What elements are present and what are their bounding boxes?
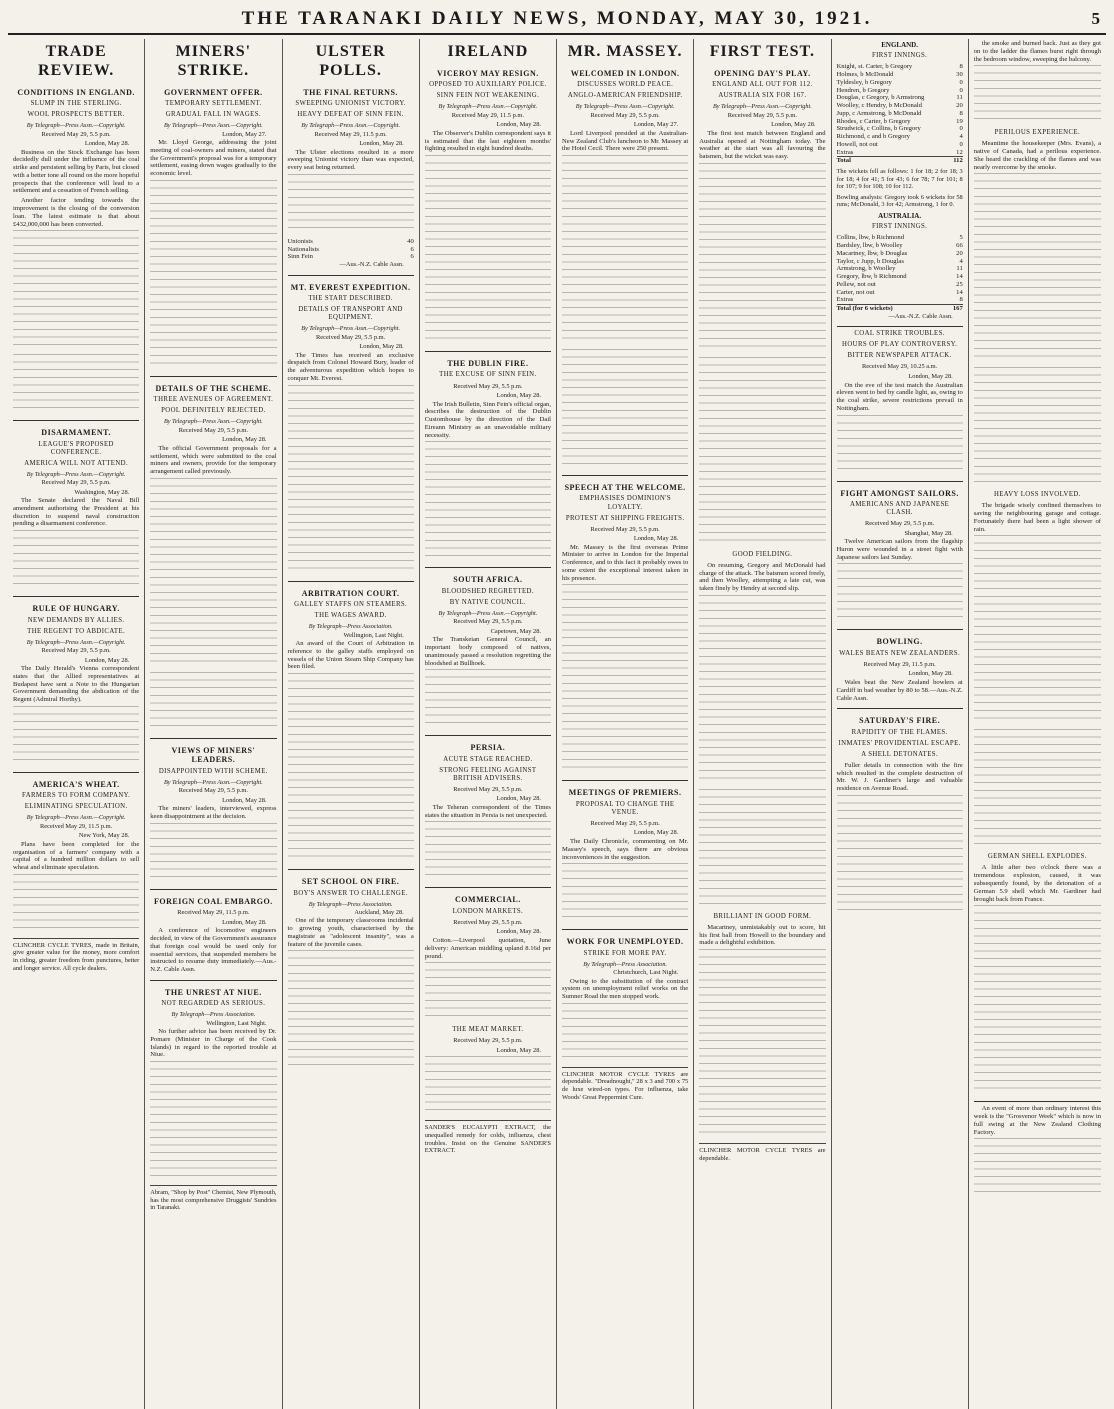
- byline: By Telegraph—Press Assn.—Copyright.: [163, 778, 263, 786]
- text-block: [425, 1056, 551, 1116]
- dateline: Capetown, May 28.: [490, 627, 541, 635]
- dateline: Christchurch, Last Night.: [613, 969, 679, 977]
- text-block: [562, 1003, 688, 1063]
- received-line: Received May 29, 5.5 p.m.: [453, 618, 523, 626]
- byline: By Telegraph—Press Association.: [583, 960, 668, 968]
- advertisement: SANDER'S EUCALYPTI EXTRACT, the unequalled remedy for colds, influenza, chest troubles. Insist on the Genuine SANDER'S EXTRACT.: [425, 1120, 551, 1154]
- text-block: [837, 563, 963, 623]
- subhead: GOVERNMENT OFFER.: [164, 87, 263, 97]
- dateline: London, May 27.: [222, 130, 267, 138]
- dateline: London, May 28.: [222, 918, 267, 926]
- headline-set-school-on-fire: SET SCHOOL ON FIRE.: [301, 877, 400, 887]
- subhead: LEAGUE'S PROPOSED CONFERENCE.: [38, 440, 114, 456]
- text-block: [288, 385, 414, 575]
- dateline: New York, May 28.: [78, 832, 130, 840]
- subhead: THREE AVENUES OF AGREEMENT.: [153, 396, 274, 404]
- text-block: [974, 729, 1101, 849]
- subhead: BOY'S ANSWER TO CHALLENGE.: [293, 889, 408, 897]
- subhead: OPENING DAY'S PLAY.: [714, 68, 811, 78]
- article-paragraph: One of the temporary classrooms incidental to growing youth, characterised by the magistrate as "adolescent insanity", was a feature of the juvenile cases.: [287, 917, 414, 948]
- article-paragraph: The Ulster elections resulted in a more sweeping Unionist victory than was expected, every seat being returned.: [287, 148, 414, 172]
- dateline: London, May 28.: [222, 436, 267, 444]
- text-block: [13, 706, 139, 766]
- table-row: Nationalists 6: [287, 245, 414, 253]
- bowling-note: Bowling analysis: Gregory took 6 wickets for 58 runs; McDonald, 3 for 42; Armstrong, 1 for 0.: [836, 193, 963, 209]
- headline-rule-of-hungary: RULE OF HUNGARY.: [32, 604, 120, 614]
- received-line: Received May 29, 5.5 p.m.: [590, 525, 660, 533]
- advertisement: CLINCHER CYCLE TYRES, made in Britain, give greater value for the money, more comfort in riding, greater freedom from punctures, better and longer service. All cycle dealers.: [13, 938, 139, 972]
- article-paragraph: Another factor tending towards the improvement is the closing of the conversion loan. The latest estimate is that about £432,000,000 has been converted.: [13, 197, 140, 228]
- received-line: Received May 29, 11.5 p.m.: [451, 111, 524, 119]
- text-block: [974, 905, 1101, 1095]
- article-paragraph: A conference of locomotive engineers decided, in view of the Government's assurance that foreign coal would be used only for essential services, that suspended members be instructed to resume duty immediately.—Aus.-N.Z. Cable Assn.: [150, 927, 277, 974]
- received-line: Received May 29, 5.5 p.m.: [453, 918, 523, 926]
- dateline: London, May 28.: [771, 121, 816, 129]
- headline-unrest-at-niue: THE UNREST AT NIUE.: [165, 987, 262, 997]
- article-paragraph: Cotton.—Liverpool quotation, June delivery: American middling upland 8.16d per pound.: [424, 937, 551, 960]
- text-block: [974, 535, 1101, 725]
- table-row: Strudwick, c Collins, b Gregory 0: [836, 125, 963, 133]
- headline-details-of-scheme: DETAILS OF THE SCHEME.: [155, 383, 272, 393]
- table-row: Gregory, lbw, b Richmond 14: [836, 273, 963, 281]
- received-line: Received May 29, 5.5 p.m.: [41, 647, 111, 655]
- subhead: ANGLO-AMERICAN FRIENDSHIP.: [567, 92, 683, 100]
- received-line: Received May 29, 11.5 p.m.: [177, 909, 250, 917]
- article-paragraph: The Daily Chronicle, commenting on Mr. Massey's speech, says there are obvious inconveniences in the suggestion.: [562, 838, 689, 861]
- subhead: GALLEY STAFFS ON STEAMERS.: [294, 601, 408, 609]
- byline: By Telegraph—Press Assn.—Copyright.: [438, 103, 538, 111]
- subhead: SWEEPING UNIONIST VICTORY.: [295, 100, 406, 108]
- byline: By Telegraph—Press Association.: [308, 623, 393, 631]
- england-scorecard: [837, 63, 963, 165]
- received-line: Received May 29, 5.5 p.m.: [41, 130, 111, 138]
- advertisement: Abram, "Shop by Post" Chemist, New Plymouth, has the most comprehensive Druggists' Sundries in Taranaki.: [150, 1185, 276, 1212]
- text-block: [699, 595, 825, 785]
- text-block: [974, 1138, 1101, 1198]
- byline: By Telegraph—Press Assn.—Copyright.: [26, 470, 126, 478]
- england-title: ENGLAND.: [881, 41, 918, 49]
- subhead: EMPHASISES DOMINION'S LOYALTY.: [579, 495, 671, 511]
- text-block: [425, 155, 551, 345]
- article-paragraph: The Transkeian General Council, an important body composed of natives, unanimously passed a resolution regretting the bloodshed at Bullhoek.: [424, 636, 551, 667]
- article-paragraph: The brigade wisely confined themselves to saving the neighbouring garage and cottage. Fortunately there had been a light shower of rain.: [973, 502, 1101, 533]
- article-paragraph: Mr. Lloyd George, addressing the joint meeting of coal-owners and miners, stated that the Government's proposal was for a temporary settlement, easing down wages gradually to the economic level.: [150, 139, 277, 178]
- received-line: Received May 29, 10.25 a.m.: [862, 363, 938, 371]
- subhead: AMERICA WILL NOT ATTEND.: [24, 459, 129, 467]
- received-line: Received May 29, 5.5 p.m.: [41, 479, 111, 487]
- headline-south-africa: SOUTH AFRICA.: [453, 575, 523, 585]
- column-ireland: [420, 39, 557, 1409]
- text-block: [699, 789, 825, 909]
- column-trade-review: [8, 39, 145, 1409]
- election-results-table: [288, 238, 414, 261]
- subhead: STRONG FEELING AGAINST BRITISH ADVISERS.: [439, 766, 537, 782]
- subhead: STRIKE FOR MORE PAY.: [583, 949, 667, 957]
- advertisement: CLINCHER MOTOR CYCLE TYRES are dependable.: [699, 1143, 825, 1162]
- headline-dublin-fire: THE DUBLIN FIRE.: [447, 359, 529, 369]
- text-block: [150, 823, 276, 883]
- advertisement: CLINCHER MOTOR CYCLE TYRES are dependable. "Dreadnought," 28 x 3 and 700 x 75 de luxe wired-on types. For influenza, take Woods' Great Peppermint Cure.: [562, 1067, 688, 1101]
- text-block: [562, 584, 688, 774]
- dateline: Wellington, Last Night.: [343, 631, 404, 639]
- headline-saturdays-fire: SATURDAY'S FIRE.: [859, 716, 941, 726]
- table-row: Extras 8: [836, 296, 963, 304]
- subhead: NEW DEMANDS BY ALLIES.: [27, 616, 125, 624]
- article-paragraph: The first test match between England and Australia opened at Nottingham today. The weather at the start was all favouring the batsmen, but the wicket was easy.: [699, 129, 826, 161]
- text-block: [699, 949, 825, 1139]
- article-paragraph: An event of more than ordinary interest this week is the "Grosvenor Week" which is now in full swing at the New Zealand Clothing Factory.: [973, 1105, 1101, 1136]
- byline: By Telegraph—Press Assn.—Copyright.: [575, 103, 675, 111]
- article-paragraph: Plans have been completed for the organisation of a farmers' company with a capital of a hundred million dollars to sell wheat and eliminate speculation.: [13, 840, 140, 872]
- credit-line: —Aus.-N.Z. Cable Assn.: [888, 312, 953, 320]
- subhead-brilliant-form: BRILLIANT IN GOOD FORM.: [713, 912, 812, 920]
- masthead: [8, 6, 1106, 35]
- headline-work-for-unemployed: WORK FOR UNEMPLOYED.: [566, 937, 684, 947]
- headline-bowling: BOWLING.: [876, 637, 923, 647]
- subhead: THE FINAL RETURNS.: [303, 87, 398, 97]
- table-row: Knight, st. Carter, b Gregory 8: [836, 63, 963, 71]
- column-miners-strike: [145, 39, 282, 1409]
- dateline: Auckland, May 28.: [354, 908, 404, 916]
- article-paragraph: On the eve of the test match the Australian eleven went to bed by candle light, as, owing to the coal strike, severe restrictions prevail in Nottingham.: [836, 381, 963, 412]
- column-first-test: [694, 39, 831, 1409]
- headline-meetings-of-premiers: MEETINGS OF PREMIERS.: [568, 788, 682, 798]
- byline: By Telegraph—Press Assn.—Copyright.: [26, 814, 126, 822]
- table-row: Tyldesley, b Gregory 0: [836, 78, 963, 86]
- text-block: [562, 863, 688, 923]
- table-row: Richmond, c and b Gregory 4: [836, 133, 963, 141]
- subhead: AMERICANS AND JAPANESE CLASH.: [850, 501, 950, 517]
- article-paragraph: Mr. Massey is the first overseas Prime Minister to arrive in London for the Imperial Conference, and to this fact it probably owes to some extent the exceptional interest taken in his presence.: [562, 543, 689, 582]
- subhead: THE REGENT TO ABDICATE.: [27, 627, 126, 635]
- table-row: Unionists 40: [287, 237, 414, 245]
- subhead: GRADUAL FALL IN WAGES.: [165, 111, 262, 119]
- dateline: London, May 28.: [222, 796, 267, 804]
- headline-first-test: FIRST TEST.: [709, 43, 816, 60]
- text-block: [425, 441, 551, 561]
- subhead: BITTER NEWSPAPER ATTACK.: [847, 352, 952, 360]
- subhead: LONDON MARKETS.: [452, 907, 524, 915]
- received-line: Received May 29, 11.5 p.m.: [314, 130, 387, 138]
- text-block: [699, 357, 825, 547]
- article-paragraph: No further advice has been received by Dr. Pomare (Minister in Charge of the Cook Islands) in regard to the reported trouble at Niue.: [150, 1028, 277, 1059]
- subhead: POOL DEFINITELY REJECTED.: [161, 407, 266, 415]
- dateline: London, May 28.: [359, 140, 404, 148]
- subhead: THE WAGES AWARD.: [314, 612, 387, 620]
- received-line: Received May 29, 5.5 p.m.: [453, 382, 523, 390]
- table-row: Taylor, c Jupp, b Douglas 4: [836, 257, 963, 265]
- byline: By Telegraph—Press Association.: [171, 1011, 256, 1019]
- article-paragraph: the smoke and burned back. Just as they got on to the ladder the flames burst right through the bedroom window, sweeping the balcony.: [973, 40, 1101, 63]
- text-block: [974, 65, 1101, 125]
- subhead: ACUTE STAGE REACHED.: [443, 755, 533, 763]
- subhead: BY NATIVE COUNCIL.: [449, 598, 526, 606]
- text-block: [150, 672, 276, 732]
- dateline: London, May 28.: [633, 535, 679, 543]
- subhead: HEAVY DEFEAT OF SINN FEIN.: [297, 111, 404, 119]
- page-number: 5: [1091, 9, 1100, 28]
- subhead: DETAILS OF TRANSPORT AND EQUIPMENT.: [298, 306, 403, 322]
- subhead: HOURS OF PLAY CONTROVERSY.: [842, 341, 958, 349]
- headline-ireland: IRELAND: [447, 43, 529, 60]
- article-paragraph: Fuller details in connection with the fire which resulted in the complete destruction of Mr. W. J. Gardiner's large and valuable residence on Avenue Road.: [836, 761, 963, 793]
- text-block: [150, 478, 276, 668]
- byline: By Telegraph—Press Assn.—Copyright.: [163, 418, 263, 426]
- dateline: London, May 28.: [496, 392, 541, 400]
- article-paragraph: Lord Liverpool presided at the Australian-New Zealand Club's luncheon to Mr. Massey at the Hotel Cecil. There were 250 present.: [562, 129, 689, 153]
- text-block: [425, 962, 551, 1022]
- subhead: BLOODSHED REGRETTED.: [441, 587, 534, 595]
- subhead: WOOL PROSPECTS BETTER.: [27, 111, 125, 119]
- dateline: London, May 28.: [84, 140, 130, 148]
- article-paragraph: The official Government proposals for a settlement, which were submitted to the coal miners and owners, provide for the temporary arrangement called previously.: [150, 444, 277, 476]
- received-line: Received May 29, 5.5 p.m.: [178, 787, 248, 795]
- headline-speech-at-welcome: SPEECH AT THE WELCOME.: [564, 483, 686, 493]
- subhead: PROPOSAL TO CHANGE THE VENUE.: [575, 800, 675, 816]
- subhead: AUSTRALIA SIX FOR 167.: [718, 92, 807, 100]
- masthead-title: THE TARANAKI DAILY NEWS, MONDAY, MAY 30, 1921.: [241, 8, 873, 29]
- table-row: Bardsley, lbw, b Woolley 66: [836, 241, 963, 249]
- table-row: Sinn Fein 6: [287, 253, 414, 261]
- article-paragraph: On resuming, Gregory and McDonald had charge of the attack. The batsmen scored freely, and then Woolley, attempting a late cut, was taken finely by Hendry at second slip.: [699, 561, 826, 593]
- table-row: Douglas, c Gregory, b Armstrong 11: [836, 94, 963, 102]
- subhead: NOT REGARDED AS SERIOUS.: [161, 1000, 266, 1008]
- received-line: Received May 29, 5.5 p.m.: [453, 785, 523, 793]
- subhead: THE START DESCRIBED.: [308, 295, 393, 303]
- byline: By Telegraph—Press Association.: [308, 900, 393, 908]
- table-row: Hendren, b Gregory 0: [836, 86, 963, 94]
- dateline: London, May 28.: [633, 829, 679, 837]
- dateline: London, May 28.: [496, 1046, 541, 1054]
- subhead: ENGLAND ALL OUT FOR 112.: [712, 81, 813, 89]
- headline-arbitration-court: ARBITRATION COURT.: [301, 588, 400, 598]
- received-line: Received May 29, 5.5 p.m.: [865, 520, 935, 528]
- subhead: ELIMINATING SPECULATION.: [24, 803, 128, 811]
- text-block: [974, 173, 1101, 363]
- text-block: [13, 530, 139, 590]
- table-row: Pellew, not out 25: [836, 280, 963, 288]
- dateline: London, May 27.: [633, 121, 679, 129]
- subhead: TEMPORARY SETTLEMENT.: [165, 100, 262, 108]
- article-paragraph: Owing to the substitution of the contract system on unemployment relief works on the Sumner Road the men stopped work.: [562, 977, 689, 1001]
- subhead: THE EXCUSE OF SINN FEIN.: [439, 371, 537, 379]
- table-row: Armstrong, b Woolley 11: [836, 265, 963, 273]
- text-block: [699, 163, 825, 353]
- australia-scorecard: [837, 234, 963, 313]
- text-block: [150, 1061, 276, 1181]
- subhead: PROTEST AT SHIPPING FREIGHTS.: [565, 514, 685, 522]
- australia-title: AUSTRALIA.: [878, 211, 922, 220]
- subhead: VICEROY MAY RESIGN.: [437, 68, 539, 78]
- subhead-meat-market: THE MEAT MARKET.: [452, 1026, 524, 1034]
- headline-views-of-miners-leaders: VIEWS OF MINERS' LEADERS.: [171, 745, 256, 765]
- text-block: [837, 795, 963, 915]
- column-mr-massey: [557, 39, 694, 1409]
- headline-commercial: COMMERCIAL.: [455, 895, 521, 905]
- text-block: [425, 821, 551, 881]
- dateline: London, May 28.: [496, 795, 541, 803]
- article-paragraph: Wales beat the New Zealand bowlers at Cardiff in bad weather by 80 to 58.—Aus.-N.Z. Cable Assn.: [836, 679, 963, 702]
- subhead: FARMERS TO FORM COMPANY.: [22, 792, 131, 800]
- headline-mt-everest-expedition: MT. EVEREST EXPEDITION.: [290, 282, 411, 292]
- subhead: RAPIDITY OF THE FLAMES.: [851, 728, 948, 736]
- byline: By Telegraph—Press Assn.—Copyright.: [26, 638, 126, 646]
- subhead: OPPOSED TO AUXILIARY POLICE.: [429, 81, 547, 89]
- column-ulster-polls: [283, 39, 420, 1409]
- article-paragraph: Twelve American sailors from the flagship Huron were wounded in a street fight with Japanese sailors last Sunday.: [836, 538, 963, 561]
- byline: By Telegraph—Press Assn.—Copyright.: [301, 325, 401, 333]
- table-row: Holmes, b McDonald 30: [836, 71, 963, 79]
- subhead: SLUMP IN THE STERLING.: [30, 100, 122, 108]
- wickets-note: The wickets fell as follows: 1 for 18; 2 for 18; 3 for 18; 4 for 41; 5 for 43; 6 for 78; 7 for 101; 8 for 107; 9 for 108; 10 for 112.: [836, 168, 963, 191]
- headline-americas-wheat: AMERICA'S WHEAT.: [32, 779, 120, 789]
- text-block: [425, 669, 551, 729]
- subhead-german-shell: GERMAN SHELL EXPLODES.: [987, 853, 1087, 861]
- received-line: Received May 29, 5.5 p.m.: [590, 111, 660, 119]
- total-row: Total (for 6 wickets) 167: [836, 305, 963, 313]
- dateline: Wellington, Last Night.: [206, 1019, 267, 1027]
- headline-disarmament: DISARMAMENT.: [41, 428, 111, 438]
- article-paragraph: The Daily Herald's Vienna correspondent states that the Allied representatives at Budapest have sent a Note to the Hungarian Government demanding the abdication of the Regent (Admiral Horthy).: [13, 665, 140, 704]
- received-line: Received May 29, 5.5 p.m.: [316, 333, 386, 341]
- received-line: Received May 29, 11.5 p.m.: [863, 660, 936, 668]
- text-block: [13, 354, 139, 414]
- innings-label: FIRST INNINGS.: [871, 52, 928, 60]
- text-block: [288, 950, 414, 1070]
- article-paragraph: The Times has received an exclusive despatch from Colonel Howard Bury, leader of the adventurous expedition which hopes to conquer Mt. Everest.: [287, 351, 414, 382]
- text-block: [13, 230, 139, 350]
- total-row: Total 112: [836, 157, 963, 165]
- received-line: Received May 29, 5.5 p.m.: [178, 426, 248, 434]
- received-line: Received May 29, 5.5 p.m.: [727, 111, 797, 119]
- article-paragraph: The Senate declared the Naval Bill amendment authorising the President at his discretion to suspend naval construction pending a disarmament conference.: [13, 497, 140, 528]
- dateline: Washington, May 28.: [74, 488, 130, 496]
- text-block: [562, 349, 688, 469]
- dateline: London, May 28.: [908, 670, 953, 678]
- text-block: [974, 367, 1101, 487]
- article-paragraph: An award of the Court of Arbitration in reference to the galley staffs employed on vessels of the Union Steam Ship Company has been filed.: [287, 640, 414, 671]
- headline-mr-massey: MR. MASSEY.: [567, 43, 683, 60]
- headline-trade-review: TRADE REVIEW.: [38, 43, 115, 79]
- dateline: London, May 28.: [359, 343, 404, 351]
- credit-line: —Aus.-N.Z. Cable Assn.: [339, 261, 404, 269]
- dateline: London, May 28.: [908, 373, 953, 381]
- article-paragraph: Macartney, unmistakably out to score, hit his first ball from Howell to the boundary and made a delightful exhibition.: [699, 923, 826, 947]
- table-row: Macartney, lbw, b Douglas 20: [836, 249, 963, 257]
- table-row: Collins, lbw, b Richmond 5: [836, 234, 963, 242]
- column-fire-continued: [969, 39, 1106, 1409]
- article-paragraph: The Irish Bulletin, Sinn Fein's official organ, describes the destruction of the Dublin Customhouse by the direction of the Dail Eireann Ministry as an unavoidable military necessity.: [424, 400, 551, 439]
- byline: By Telegraph—Press Assn.—Copyright.: [163, 122, 263, 130]
- subhead: WELCOMED IN LONDON.: [570, 68, 680, 78]
- article-paragraph: Business on the Stock Exchange has been decidedly dull under the influence of the coal strike and persistent selling by Paris, but closed with a better tone all round on the more hopeful prospects that the conference will lead to a settlement and a cessation of French selling.: [13, 148, 140, 195]
- subhead-heavy-loss: HEAVY LOSS INVOLVED.: [993, 491, 1081, 499]
- table-row: Jupp, c Armstrong, b McDonald 8: [836, 109, 963, 117]
- column-scores-and-news: [832, 39, 969, 1409]
- text-block: [288, 174, 414, 234]
- subhead: SINN FEIN NOT WEAKENING.: [436, 92, 540, 100]
- text-block: [562, 155, 688, 345]
- subhead-good-fielding: GOOD FIELDING.: [732, 550, 793, 558]
- table-row: Extras 12: [836, 148, 963, 156]
- subhead: INMATES' PROVIDENTIAL ESCAPE.: [838, 739, 961, 747]
- byline: By Telegraph—Press Assn.—Copyright.: [26, 122, 126, 130]
- headline-fight-amongst-sailors: FIGHT AMONGST SAILORS.: [840, 488, 959, 498]
- table-row: Rhodes, c Carter, b Gregory 19: [836, 117, 963, 125]
- article-paragraph: A little after two o'clock there was a tremendous explosion, caused, it was subsequently found, by the detonation of a German 5.9 shell which Mr. Gardiner had brought back from France.: [973, 864, 1101, 903]
- dateline: London, May 28.: [84, 656, 130, 664]
- subhead: CONDITIONS IN ENGLAND.: [17, 87, 135, 97]
- headline-foreign-coal-embargo: FOREIGN COAL EMBARGO.: [154, 896, 273, 906]
- subhead: A SHELL DETONATES.: [861, 750, 939, 758]
- article-paragraph: The miners' leaders, interviewed, express keen disappointment at the decision.: [150, 805, 277, 820]
- byline: By Telegraph—Press Assn.—Copyright.: [712, 103, 812, 111]
- columns: [8, 39, 1106, 1409]
- article-paragraph: Meantime the housekeeper (Mrs. Evans), a native of Canada, had a perilous experience. She heard the crackling of the flames and was nearly overcome by the smoke.: [973, 140, 1101, 171]
- table-row: Carter, not out 14: [836, 288, 963, 296]
- article-paragraph: The Observer's Dublin correspondent says it is estimated that the last eighteen months' fighting resulted in eight hundred deaths.: [424, 129, 551, 153]
- byline: By Telegraph—Press Assn.—Copyright.: [438, 609, 538, 617]
- headline-ulster-polls: ULSTER POLLS.: [315, 43, 386, 79]
- subhead-perilous-experience: PERILOUS EXPERIENCE.: [994, 129, 1081, 137]
- headline-persia: PERSIA.: [470, 743, 506, 753]
- text-block: [288, 673, 414, 863]
- received-line: Received May 29, 5.5 p.m.: [590, 819, 660, 827]
- text-block: [150, 180, 276, 370]
- dateline: London, May 28.: [496, 121, 541, 129]
- article-paragraph: The Teheran correspondent of the Times states the situation in Persia is not unexpected.: [424, 803, 551, 819]
- headline-miners-strike: MINERS' STRIKE.: [175, 43, 252, 79]
- headline-coal-strike-troubles: COAL STRIKE TROUBLES.: [854, 330, 945, 338]
- received-line: Received May 29, 5.5 p.m.: [453, 1037, 523, 1045]
- byline: By Telegraph—Press Assn.—Copyright.: [301, 122, 401, 130]
- text-block: [13, 874, 139, 934]
- subhead: DISAPPOINTED WITH SCHEME.: [158, 767, 268, 775]
- subhead: WALES BEATS NEW ZEALANDERS.: [839, 649, 961, 657]
- innings-label: FIRST INNINGS.: [871, 223, 928, 231]
- dateline: Shanghai, May 28.: [904, 529, 953, 537]
- table-row: Woolley, c Hendry, b McDonald 20: [836, 102, 963, 110]
- text-block: [837, 415, 963, 475]
- dateline: London, May 28.: [496, 928, 541, 936]
- table-row: Howell, not out 0: [836, 140, 963, 148]
- received-line: Received May 29, 11.5 p.m.: [40, 822, 113, 830]
- subhead: DISCUSSES WORLD PEACE.: [577, 81, 674, 89]
